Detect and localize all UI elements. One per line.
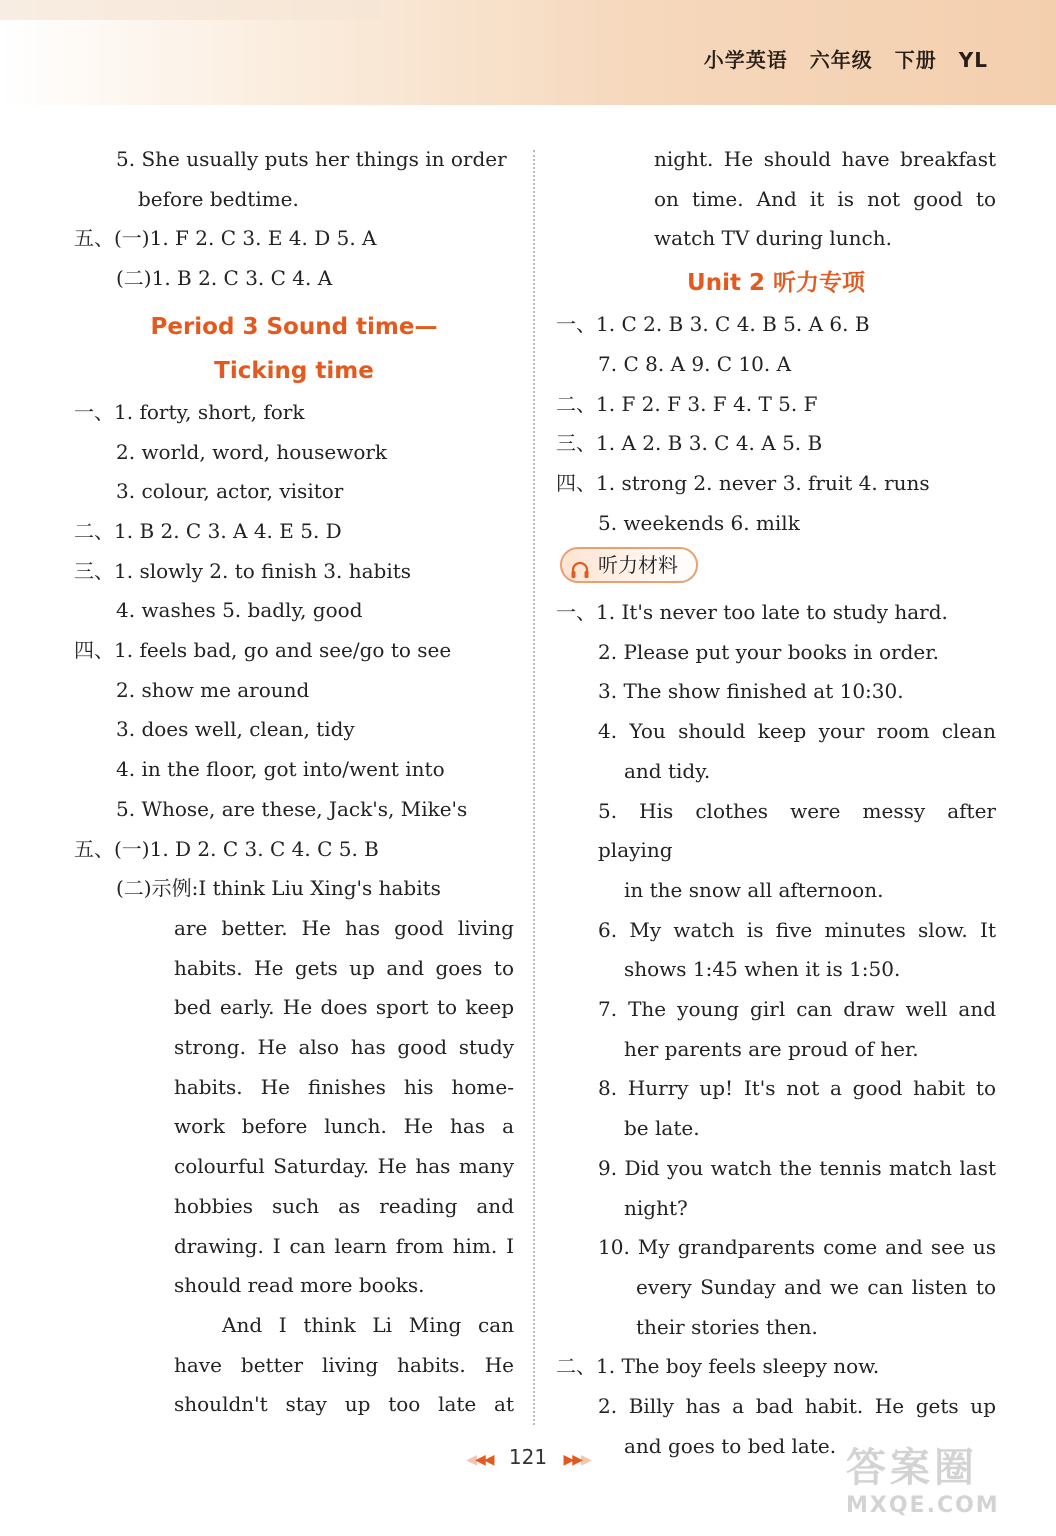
transcript-line: their stories then. [636,1314,818,1339]
answer-line: 五、(一)1. F 2. C 3. E 4. D 5. A [74,226,377,251]
answer-line: 三、1. A 2. B 3. C 4. A 5. B [556,431,823,456]
answer-line: 一、1. C 2. B 3. C 4. B 5. A 6. B [556,312,870,337]
right-column [556,140,996,1467]
answer-line: (二)1. B 2. C 3. C 4. A [116,266,333,291]
page-number: 121 [508,1445,548,1469]
transcript-line: 一、1. It's never too late to study hard. [556,600,948,625]
answer-line: 五、(一)1. D 2. C 3. C 4. C 5. B [74,836,379,861]
answer-line: 四、1. strong 2. never 3. fruit 4. runs [556,470,930,495]
essay-line: work before lunch. He has a [174,1114,514,1139]
answer-line: 三、1. slowly 2. to finish 3. habits [74,558,412,583]
transcript-line: 5. His clothes were messy after playing [598,798,996,863]
header-edition: YL [958,48,988,72]
essay-line: hobbies such as reading and [174,1193,514,1218]
arrow-left-icon: ◀◀ [475,1452,493,1468]
transcript-line: and tidy. [624,758,711,783]
arrow-right-icon: ▶▶ [563,1452,581,1468]
watermark-logo [846,1436,1026,1516]
headphones-icon [570,556,590,574]
transcript-line: 二、1. The boy feels sleepy now. [556,1354,880,1379]
essay-line: should read more books. [174,1273,425,1298]
transcript-line: 3. The show finished at 10:30. [598,679,904,704]
listening-material-label [560,547,698,583]
transcript-line: 6. My watch is five minutes slow. It [598,917,996,942]
transcript-line: and goes to bed late. [624,1433,837,1458]
transcript-line: every Sunday and we can listen to [636,1274,996,1299]
section-heading: Period 3 Sound time— [150,313,438,340]
essay-line: strong. He also has good study [174,1035,514,1060]
watermark-line1: 答案圈 [846,1445,978,1491]
answer-line: 5. weekends 6. milk [598,510,800,535]
page-header [704,44,988,73]
transcript-line: 10. My grandparents come and see us [598,1235,996,1260]
answer-line: (二)示例:I think Liu Xing's habits [116,876,441,901]
section-heading: Unit 2 听力专项 [687,270,865,297]
transcript-line: 8. Hurry up! It's not a good habit to [598,1076,996,1101]
answer-line: before bedtime. [138,186,299,211]
arrow-right-icon: ▶ [581,1452,590,1468]
essay-line: colourful Saturday. He has many [174,1154,514,1179]
answer-line: 四、1. feels bad, go and see/go to see [74,638,452,663]
listening-material-text: 听力材料 [598,553,678,578]
header-subject: 小学英语 [703,48,788,72]
answer-line: 5. Whose, are these, Jack's, Mike's [116,796,468,821]
left-column [74,140,514,1425]
essay-line: night. He should have breakfast [654,147,996,171]
transcript-line: be late. [624,1116,700,1141]
essay-line: are better. He has good living [174,915,514,940]
transcript-line: 2. Please put your books in order. [598,639,939,664]
answer-line: 4. washes 5. badly, good [116,598,363,623]
essay-line: habits. He finishes his home- [174,1074,514,1099]
transcript-line: 4. You should keep your room clean [598,719,996,744]
essay-line: shouldn't stay up too late at [174,1392,514,1417]
answer-line: 二、1. F 2. F 3. F 4. T 5. F [556,391,818,416]
answer-line: 2. world, word, housework [116,439,388,464]
answer-line: 2. show me around [116,677,310,702]
answer-line: 3. does well, clean, tidy [116,717,355,742]
section-heading: Ticking time [214,357,374,384]
transcript-line: 7. The young girl can draw well and [598,997,996,1022]
essay-line: habits. He gets up and goes to [174,955,514,980]
transcript-line: night? [624,1195,688,1220]
transcript-line: in the snow all afternoon. [624,877,884,902]
transcript-line: 2. Billy has a bad habit. He gets up [598,1394,996,1419]
watermark-line2: MXQE.COM [846,1493,1000,1518]
header-grade: 六年级 [809,48,873,72]
column-divider [533,150,535,1425]
essay-line: bed early. He does sport to keep [174,995,514,1020]
answer-line: 5. She usually puts her things in order [116,147,507,171]
header-term: 下册 [894,48,937,72]
transcript-line: her parents are proud of her. [624,1036,919,1061]
arrow-left-icon: ◀ [466,1452,475,1468]
transcript-line: 9. Did you watch the tennis match last [598,1155,996,1180]
transcript-line: shows 1:45 when it is 1:50. [624,957,901,982]
answer-line: 4. in the floor, got into/went into [116,757,445,782]
essay-line: And I think Li Ming can [222,1312,514,1337]
answer-line: 二、1. B 2. C 3. A 4. E 5. D [74,518,342,543]
essay-line: drawing. I can learn from him. I [174,1233,514,1258]
essay-line: watch TV during lunch. [654,226,892,251]
essay-line: have better living habits. He [174,1352,514,1377]
essay-line: on time. And it is not good to [654,186,996,211]
answer-line: 一、1. forty, short, fork [74,399,305,424]
answer-line: 7. C 8. A 9. C 10. A [598,351,792,376]
answer-line: 3. colour, actor, visitor [116,479,344,504]
